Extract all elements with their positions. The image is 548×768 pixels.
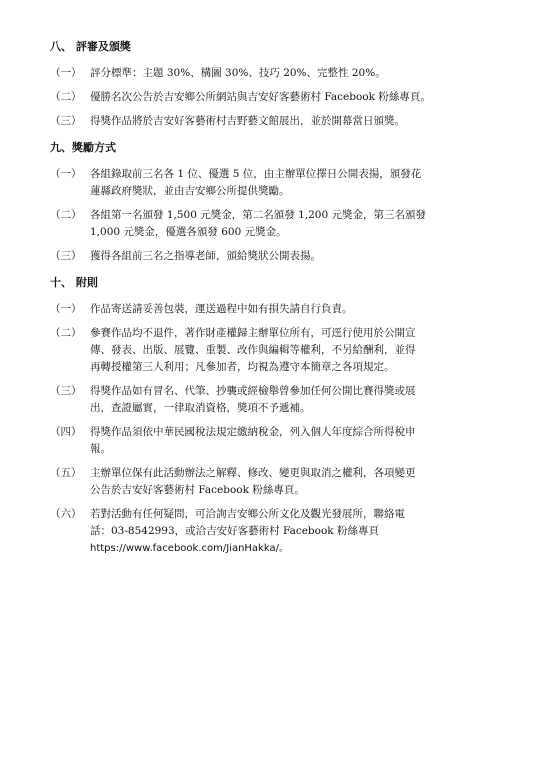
item-text xyxy=(90,65,505,82)
item-text-line: 報。 xyxy=(90,443,111,455)
item-text-line: 評分標準：主題 30%、構圖 30%、技巧 20%、完整性 20%。 xyxy=(90,67,386,79)
item-number: （二） xyxy=(50,209,82,221)
section-heading: 十、 附則 xyxy=(50,276,98,289)
item-text-line: 各組錄取前三名各 1 位、優選 5 位，由主辦單位擇日公開表揚，頒發花 xyxy=(90,168,422,180)
list-item xyxy=(50,166,505,200)
item-text xyxy=(90,248,505,265)
item-text xyxy=(90,207,505,241)
item-text-line: 得獎作品將於吉安好客藝術村吉野藝文館展出，並於開幕當日頒獎。 xyxy=(90,115,405,127)
list-item xyxy=(50,325,505,376)
item-text xyxy=(90,89,505,106)
item-text-line: 話：03-8542993，或洽吉安好客藝術村 Facebook 粉絲專頁 xyxy=(90,525,380,537)
item-text xyxy=(90,506,505,557)
item-number: （二） xyxy=(50,327,82,339)
item-number: （一） xyxy=(50,168,82,180)
item-number: （四） xyxy=(50,426,82,438)
item-text-line: 作品寄送請妥善包裝，運送過程中如有損失請自行負責。 xyxy=(90,303,353,315)
item-number: （五） xyxy=(50,467,82,479)
item-text-line: 若對活動有任何疑問，可洽詢吉安鄉公所文化及觀光發展所，聯絡電 xyxy=(90,508,405,520)
item-text-line: 主辦單位保有此活動辦法之解釋、修改、變更與取消之權利，各項變更 xyxy=(90,467,416,479)
section-heading: 九、獎勵方式 xyxy=(50,141,116,154)
list-item xyxy=(50,113,505,130)
facebook-link[interactable]: https://www.facebook.com/JianHakka/。 xyxy=(90,543,289,554)
item-number: （一） xyxy=(50,303,82,315)
item-text-line: 各組第一名頒發 1,500 元獎金，第二名頒發 1,200 元獎金，第三名頒發 xyxy=(90,209,426,221)
item-text-line: 參賽作品均不退件，著作財產權歸主辦單位所有，可逕行使用於公開宣 xyxy=(90,327,416,339)
list-item xyxy=(50,248,505,265)
list-item xyxy=(50,506,505,557)
item-text xyxy=(90,325,505,376)
list-item xyxy=(50,424,505,458)
item-text-line: 優勝名次公告於吉安鄉公所網站與吉安好客藝術村 Facebook 粉絲專頁。 xyxy=(90,91,431,103)
item-text-line: 得獎作品如有冒名、代筆、抄襲或經檢舉曾參加任何公開比賽得獎或展 xyxy=(90,385,416,397)
item-number: （二） xyxy=(50,91,82,103)
item-text-line: 蓮縣政府獎狀，並由吉安鄉公所提供獎勵。 xyxy=(90,185,290,197)
item-text xyxy=(90,383,505,417)
section-9 xyxy=(50,141,505,265)
item-text-line: 獲得各組前三名之指導老師，頒給獎狀公開表揚。 xyxy=(90,250,321,262)
item-text-line: 再轉授權第三人利用；凡參加者，均視為遵守本簡章之各項規定。 xyxy=(90,361,395,373)
item-text-line: 得獎作品須依中華民國稅法規定繳納稅金，列入個人年度綜合所得稅申 xyxy=(90,426,416,438)
item-text-line: 出，查證屬實，一律取消資格，獎項不予遞補。 xyxy=(90,402,311,414)
list-item xyxy=(50,65,505,82)
item-text xyxy=(90,465,505,499)
list-item xyxy=(50,383,505,417)
item-text xyxy=(90,166,505,200)
item-text xyxy=(90,301,505,318)
item-number: （三） xyxy=(50,250,82,262)
item-text xyxy=(90,113,505,130)
list-item xyxy=(50,207,505,241)
item-text-line: 傳、發表、出版、展覽、重製、改作與編輯等權利，不另給酬利，並得 xyxy=(90,344,416,356)
list-item xyxy=(50,301,505,318)
item-number: （三） xyxy=(50,115,82,127)
item-text xyxy=(90,424,505,458)
list-item xyxy=(50,89,505,106)
section-10 xyxy=(50,276,505,557)
item-number: （一） xyxy=(50,67,82,79)
section-8 xyxy=(50,40,505,130)
item-number: （三） xyxy=(50,385,82,397)
item-text-line: 公告於吉安好客藝術村 Facebook 粉絲專頁。 xyxy=(90,484,305,496)
item-number: （六） xyxy=(50,508,82,520)
list-item xyxy=(50,465,505,499)
section-heading: 八、 評審及頒獎 xyxy=(50,40,131,53)
document-body xyxy=(50,40,505,568)
item-text-line: 1,000 元獎金，優選各頒發 600 元獎金。 xyxy=(90,226,287,238)
